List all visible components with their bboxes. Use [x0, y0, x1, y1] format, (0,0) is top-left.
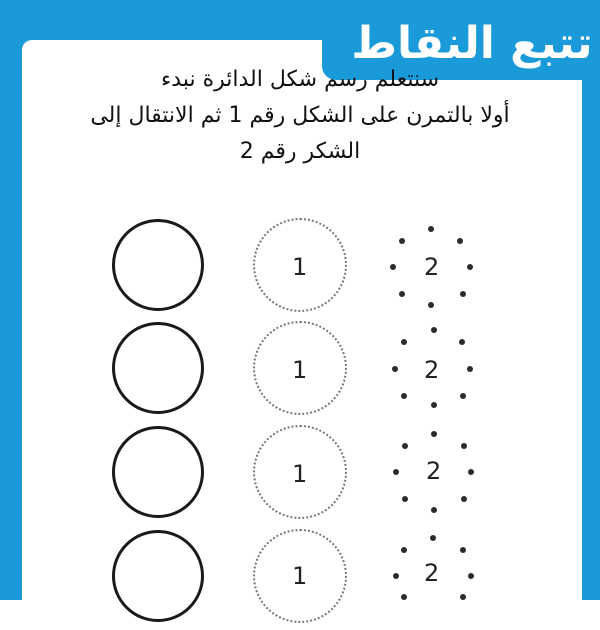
trace-dot — [431, 327, 437, 333]
dotted-circle-label-4: 1 — [292, 562, 308, 590]
trace-dot — [431, 431, 437, 437]
dot-pattern-label-2: 2 — [424, 356, 440, 384]
trace-dot — [428, 226, 434, 232]
trace-dot — [467, 366, 473, 372]
trace-dot — [460, 547, 466, 553]
instruction-line-1: سنتعلم رسم شكل الدائرة نبدء — [160, 67, 440, 92]
trace-dot — [459, 339, 465, 345]
trace-dot — [401, 393, 407, 399]
instructions — [60, 62, 540, 170]
trace-dot — [392, 366, 398, 372]
instruction-line-3: الشكر رقم 2 — [239, 139, 361, 164]
trace-dot — [457, 238, 463, 244]
solid-circle-3 — [112, 426, 204, 518]
solid-circle-2 — [112, 322, 204, 414]
trace-dot — [467, 264, 473, 270]
dot-pattern-label-1: 2 — [424, 253, 440, 281]
trace-dot — [399, 291, 405, 297]
dotted-circle-label-2: 1 — [292, 356, 308, 384]
trace-dot — [431, 402, 437, 408]
dot-pattern-label-4: 2 — [424, 559, 440, 587]
trace-dot — [402, 496, 408, 502]
solid-circle-4 — [112, 530, 204, 622]
trace-dot — [428, 302, 434, 308]
trace-dot — [461, 443, 467, 449]
trace-dot — [430, 535, 436, 541]
trace-dot — [393, 469, 399, 475]
trace-dot — [401, 594, 407, 600]
worksheet-title: تتبع النقاط — [351, 18, 593, 69]
dotted-circle-label-1: 1 — [292, 253, 308, 281]
trace-dot — [468, 469, 474, 475]
trace-dot — [401, 339, 407, 345]
trace-dot — [460, 291, 466, 297]
trace-dot — [393, 573, 399, 579]
trace-dot — [399, 238, 405, 244]
trace-dot — [460, 594, 466, 600]
dot-pattern-label-3: 2 — [426, 457, 442, 485]
dotted-circle-label-3: 1 — [292, 460, 308, 488]
trace-dot — [461, 496, 467, 502]
trace-dot — [431, 507, 437, 513]
solid-circle-1 — [112, 219, 204, 311]
trace-dot — [401, 547, 407, 553]
trace-dot — [390, 264, 396, 270]
trace-dot — [402, 443, 408, 449]
trace-dot — [460, 393, 466, 399]
instruction-line-2: أولا بالتمرن على الشكل رقم 1 ثم الانتقال إلى — [90, 103, 510, 128]
trace-dot — [468, 573, 474, 579]
